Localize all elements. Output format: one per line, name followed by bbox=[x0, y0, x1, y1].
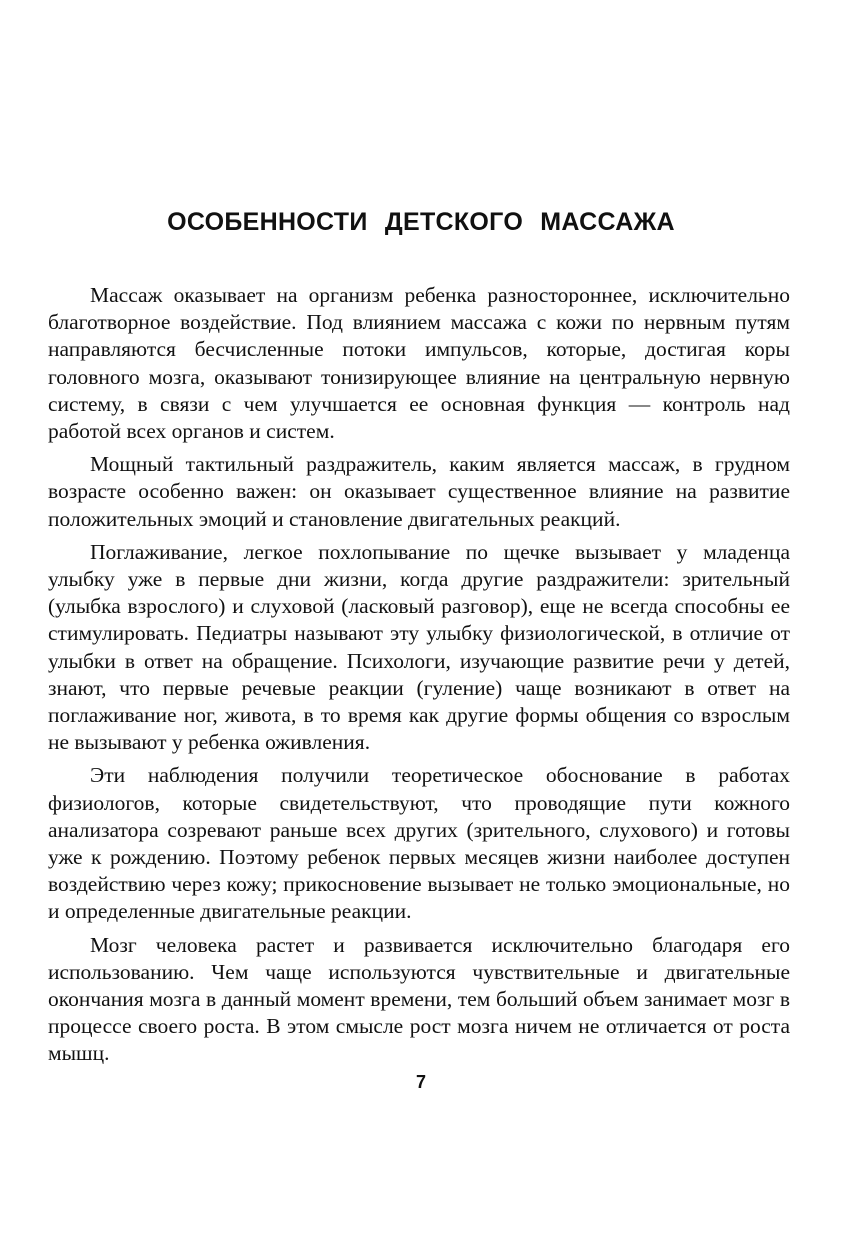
paragraph-2: Мощный тактильный раздражитель, каким является массаж, в грудном возрасте особенно важен: он оказывает существенное влияние на развитие положительных эмоций и становление двигательных реакций. bbox=[48, 452, 790, 531]
paragraph-3: Поглаживание, легкое похлопывание по щечке вызывает у младенца улыбку уже в первые дни жизни, когда другие раздражители: зрительный (улыбка взрослого) и слуховой (ласковый разговор), еще не всегда способны ее стимулировать. Педиатры называют эту улыбку физиологической, в отличие от улыбки в ответ на обращение. Психологи, изучающие развитие речи у детей, знают, что первые речевые реакции (гуление) чаще возникают в ответ на поглаживание ног, живота, в то время как другие формы общения со взрослым не вызывают у ребенка оживления. bbox=[48, 539, 790, 755]
page-number: 7 bbox=[415, 1072, 426, 1092]
page-title: ОСОБЕННОСТИ ДЕТСКОГО МАССАЖА bbox=[167, 208, 675, 236]
paragraph-1: Массаж оказывает на организм ребенка разностороннее, исключительно благотворное воздействие. Под влиянием массажа с кожи по нервным путям направляются бесчисленные потоки импульсов, которые, достигая коры головного мозга, оказывают тонизирующее влияние на центральную нервную систему, в связи с чем улучшается ее основная функция — контроль над работой всех органов и систем. bbox=[48, 283, 790, 444]
body-text bbox=[48, 282, 790, 1074]
paragraph-5: Мозг человека растет и развивается исключительно благодаря его использованию. Чем чаще используются чувствительные и двигательные окончания мозга в данный момент времени, тем больший объем занимает мозг в процессе своего роста. В этом смысле рост мозга ничем не отличается от роста мышц. bbox=[48, 932, 790, 1066]
paragraph-4: Эти наблюдения получили теоретическое обоснование в работах физиологов, которые свидетельствуют, что проводящие пути кожного анализатора созревают раньше всех других (зрительного, слухового) и готовы уже к рождению. Поэтому ребенок первых месяцев жизни наиболее доступен воздействию через кожу; прикосновение вызывает не только эмоциональные, но и определенные двигательные реакции. bbox=[48, 763, 790, 924]
